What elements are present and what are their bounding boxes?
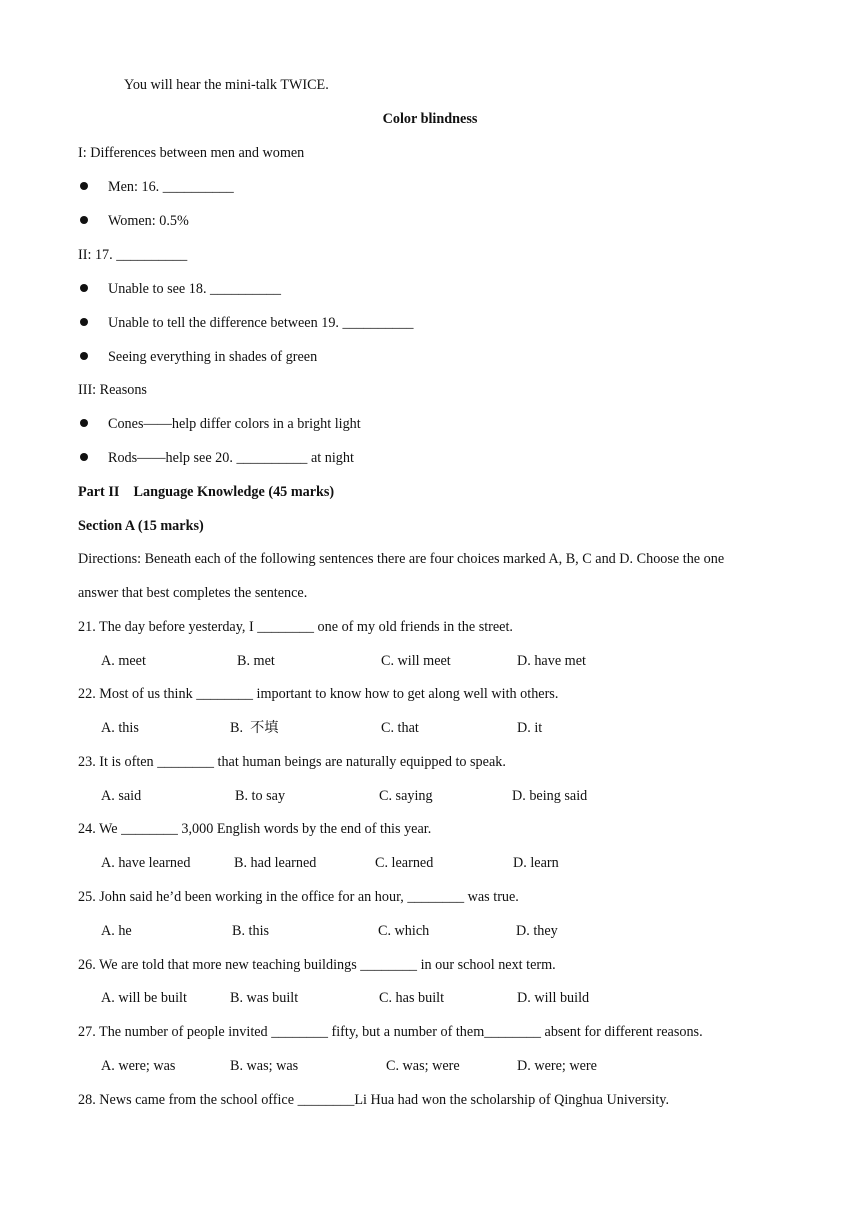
option-b: B. was built — [230, 990, 299, 1006]
option-b: B. was; was — [230, 1058, 299, 1074]
option-b: B. to say — [235, 788, 286, 804]
part-heading: Part II Language Knowledge (45 marks) — [78, 484, 335, 500]
option-c: C. which — [378, 923, 430, 939]
list-item: Unable to see 18. __________ — [108, 281, 281, 297]
bullet-icon — [80, 318, 88, 326]
option-d: D. will build — [517, 990, 590, 1006]
option-d: D. learn — [513, 855, 559, 871]
list-item: Women: 0.5% — [108, 213, 189, 229]
question-text: 21. The day before yesterday, I ________ one of my old friends in the street. — [78, 619, 513, 635]
question-text: 28. News came from the school office ________Li Hua had won the scholarship of Qinghua University. — [78, 1092, 670, 1108]
question-text: 24. We ________ 3,000 English words by the end of this year. — [78, 821, 432, 837]
section3-heading: III: Reasons — [78, 382, 147, 398]
option-d: D. they — [516, 923, 558, 939]
bullet-icon — [80, 182, 88, 190]
question-text: 23. It is often ________ that human beings are naturally equipped to speak. — [78, 754, 506, 770]
question-text: 22. Most of us think ________ important to know how to get along well with others. — [78, 686, 559, 702]
section1-heading: I: Differences between men and women — [78, 145, 305, 161]
option-d: D. have met — [517, 653, 586, 669]
option-b: B. 不填 — [230, 720, 279, 736]
option-c: C. learned — [375, 855, 434, 871]
list-item: Men: 16. __________ — [108, 179, 234, 195]
question-text: 27. The number of people invited ________ fifty, but a number of them________ absent for different reasons. — [78, 1024, 703, 1040]
question-text: 26. We are told that more new teaching buildings ________ in our school next term. — [78, 957, 556, 973]
option-a: A. said — [101, 788, 142, 804]
intro-text: You will hear the mini-talk TWICE. — [124, 77, 329, 93]
bullet-icon — [80, 419, 88, 427]
option-d: D. it — [517, 720, 543, 736]
section-heading: Section A (15 marks) — [78, 518, 204, 534]
list-item: Unable to tell the difference between 19. __________ — [108, 315, 414, 331]
option-c: C. has built — [379, 990, 445, 1006]
option-c: C. will meet — [381, 653, 451, 669]
bullet-icon — [80, 453, 88, 461]
option-b: B. this — [232, 923, 270, 939]
bullet-icon — [80, 216, 88, 224]
option-c: C. was; were — [386, 1058, 460, 1074]
option-a: A. meet — [101, 653, 146, 669]
option-c: C. saying — [379, 788, 433, 804]
option-b: B. met — [237, 653, 275, 669]
list-item: Rods——help see 20. __________ at night — [108, 450, 354, 466]
directions-line2: answer that best completes the sentence. — [78, 585, 308, 601]
bullet-icon — [80, 352, 88, 360]
section2-heading: II: 17. __________ — [78, 247, 188, 263]
option-a: A. he — [101, 923, 132, 939]
option-a: A. will be built — [101, 990, 187, 1006]
option-d: D. being said — [512, 788, 588, 804]
option-a: A. this — [101, 720, 139, 736]
list-item: Cones——help differ colors in a bright light — [108, 416, 361, 432]
bullet-icon — [80, 284, 88, 292]
title: Color blindness — [382, 111, 478, 127]
option-a: A. have learned — [101, 855, 191, 871]
option-b: B. had learned — [234, 855, 317, 871]
directions-line1: Directions: Beneath each of the following sentences there are four choices marked A, B, C and D. Choose the one — [78, 551, 725, 567]
option-a: A. were; was — [101, 1058, 176, 1074]
option-d: D. were; were — [517, 1058, 597, 1074]
list-item: Seeing everything in shades of green — [108, 349, 318, 365]
option-c: C. that — [381, 720, 419, 736]
question-text: 25. John said he’d been working in the office for an hour, ________ was true. — [78, 889, 519, 905]
